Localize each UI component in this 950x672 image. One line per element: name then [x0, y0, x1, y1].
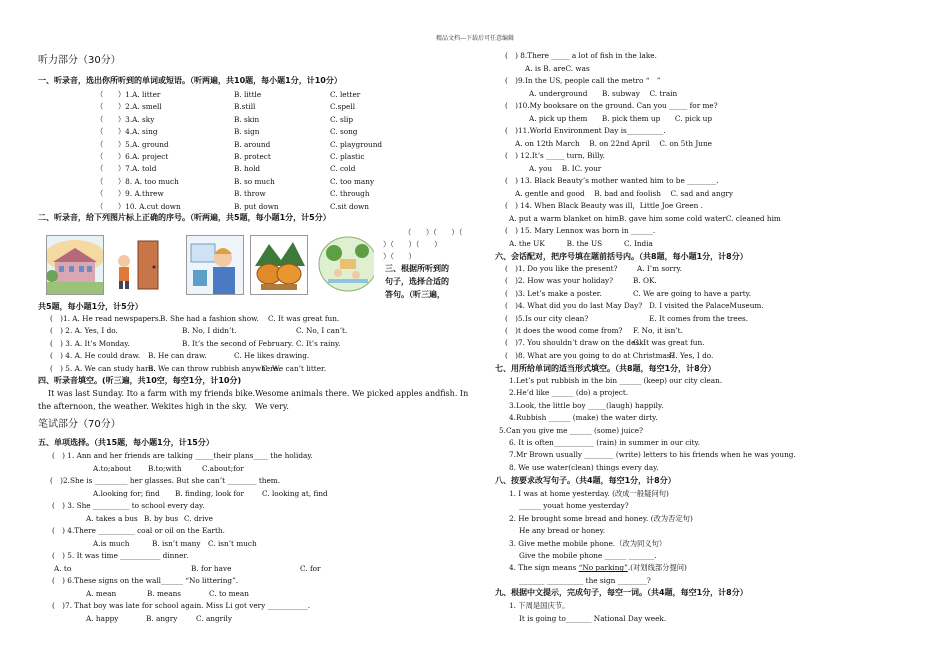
question-1-3-option-1: B. skin — [234, 114, 260, 124]
question-7-3: 3.Look, the little boy _____(laugh) happily. — [509, 400, 664, 410]
question-5-13-stem: ( ) 13. Black Beauty’s mother wanted him to be ________. — [505, 176, 719, 185]
question-5-3-stem: ( ) 3. She __________ to school every day. — [52, 501, 205, 510]
question-9-1-prompt: 1. 下周是国庆节。 — [509, 601, 570, 610]
question-5-4-option-d: C. isn’t much — [208, 539, 257, 548]
section-4-heading: 四、听录音填空。(听三遍，共10空，每空1分，计10分) — [38, 376, 242, 385]
section-4-paragraph-line-1: It was last Sunday. Ito a farm with my friends bike.Wesome animals there. We picked apples andfish. In — [48, 389, 469, 398]
question-5-2-stem: ( )2.She is _________ her glasses. But she can’t ________ them. — [50, 476, 281, 485]
question-8-line-4: He any bread or honey. — [519, 526, 606, 536]
question-5-6-stem: ( ) 6.These signs on the wall______ “No littering”. — [52, 576, 239, 585]
question-5-4-stem: ( ) 4.There __________ coal or oil on the Earth. — [52, 526, 225, 535]
question-3-4-option-1: B. He can draw. — [148, 351, 207, 361]
question-5-8-options: A. is B. areC. was — [525, 63, 590, 73]
question-1-5-option-0: （ ）5.A. ground — [96, 139, 169, 149]
question-5-6-option-b: A. mean — [86, 589, 117, 598]
question-8-line-1: 1. I was at home yesterday. (改成一般疑问句) — [509, 489, 669, 498]
question-5-4-option-b: A.is much — [93, 539, 130, 548]
question-7-7: 7.Mr Brown usually ________ (write) letters to his friends when he was young. — [509, 450, 796, 460]
question-3-3-option-2: C. It’s rainy. — [296, 338, 341, 348]
question-7-4: 4.Rubbish ______ (make) the water dirty. — [509, 413, 658, 423]
question-6-8-answer: H. Yes, I do. — [669, 350, 714, 360]
picture-boy-at-door — [110, 235, 166, 293]
section-2-heading: 二、听录音，给下列图片标上正确的序号。（听两遍，共5题，每小题1分，计5分） — [38, 213, 331, 222]
question-1-8-option-1: B. so much — [234, 176, 275, 186]
question-3-4-option-0: ( ) 4. A. He could draw. — [50, 351, 141, 361]
question-5-15-stem: ( ) 15. Mary Lennox was born in ______. — [505, 226, 656, 235]
question-7-5: 5.Can you give me ______ (some) juice? — [499, 425, 643, 435]
question-7-1: 1.Let’s put rubbish in the bin ______ (keep) our city clean. — [509, 376, 723, 385]
question-5-1-option-c: B.to;with — [148, 464, 182, 473]
question-1-1-option-2: C. letter — [330, 90, 361, 99]
question-5-11-stem: ( )11.World Environment Day is__________. — [505, 126, 666, 135]
section-9-heading: 九、根据中文提示，完成句子，每空一词。（共4题，每空1分，计8分） — [495, 588, 748, 597]
question-8-line-7: 4. The sign means “No parking”.(对划线部分提问) — [509, 563, 687, 573]
section-7-heading: 七、用所给单词的适当形式填空。（共8题，每空1分，计8分） — [495, 364, 716, 373]
section-3-heading-line-2: 句子，选择合适的 — [385, 277, 449, 286]
question-8-line-8: _______ __________ the sign ________? — [519, 575, 651, 585]
question-5-6-option-d: C. to mean — [209, 589, 249, 598]
question-5-6-option-c: B. means — [147, 589, 182, 598]
question-5-7-option-b: A. happy — [86, 614, 119, 623]
question-8-line-2: ______ youat home yesterday? — [519, 501, 629, 511]
section-3-heading-line-3: 答句。（听三遍， — [385, 290, 445, 299]
question-5-2-option-c: B. finding, look for — [175, 489, 245, 498]
question-5-7-stem: ( )7. That boy was late for school again. Miss Li got very ___________. — [52, 601, 311, 610]
question-1-4-option-2: C. song — [330, 127, 358, 137]
question-5-15-options: A. the UK B. the US C. India — [509, 238, 653, 248]
question-6-2-question: ( )2. How was your holiday? — [505, 276, 614, 286]
question-1-7-option-1: B. hold — [234, 164, 261, 174]
question-3-1-option-1: B. She had a fashion show. — [160, 314, 259, 323]
question-6-7-answer: G. It was great fun. — [633, 338, 705, 348]
question-3-5-option-2: C. We can’t litter. — [262, 363, 327, 373]
question-5-4-option-c: B. isn’t many — [152, 539, 201, 548]
picture-paren-row-3: ）（ ） — [383, 252, 416, 261]
question-1-3-option-2: C. slip — [330, 114, 354, 124]
page-header: 精品文档---下载后可任意编辑 — [435, 35, 515, 42]
question-5-9-stem: ( )9.In the US, people call the metro “ ” — [505, 76, 661, 85]
section-5-heading: 五、单项选择。（共15题，每小题1分，计15分） — [38, 438, 214, 447]
question-5-7-option-d: C. angrily — [196, 614, 232, 623]
question-8-line-3: 2. He brought some bread and honey. (改为否定句) — [509, 513, 693, 523]
question-5-3-option-d: C. drive — [184, 514, 213, 523]
question-5-5-option-c: B. for have — [191, 564, 232, 573]
question-5-2-option-d: C. looking at, find — [262, 489, 328, 498]
picture-person-talking — [186, 235, 244, 295]
question-6-6-answer: F. No, it isn’t. — [633, 326, 683, 335]
question-3-2-option-1: B. No, I didn’t. — [182, 326, 237, 336]
question-3-1-option-0: ( )1. A. He read newspapers. — [50, 314, 161, 323]
question-5-11-options: A. on 12th March B. on 22nd April C. on 5th June — [515, 138, 712, 148]
question-1-8-option-2: C. too many — [330, 176, 375, 186]
question-5-5-stem: ( ) 5. It was time ___________ dinner. — [52, 551, 189, 560]
question-1-5-option-2: C. playground — [330, 139, 383, 149]
section-8-heading: 八、按要求改写句子。（共4题，每空1分，计8分） — [495, 476, 676, 485]
question-6-8-question: ( )8. What are you going to do at Christmas? — [505, 350, 675, 360]
question-3-3-option-0: ( ) 3. A. It’s Monday. — [50, 338, 130, 348]
question-1-4-option-1: B. sign — [234, 127, 260, 137]
question-1-10-option-0: （ ）10. A.cut down — [96, 201, 181, 211]
question-5-1-stem: ( ) 1. Ann and her friends are talking _____their plans____ the holiday. — [52, 451, 313, 460]
question-6-1-answer: A. I’m sorry. — [637, 264, 682, 273]
question-7-6: 6. It is often___________ (rain) in summer in our city. — [509, 438, 701, 447]
question-3-1-option-2: C. It was great fun. — [268, 314, 340, 323]
question-3-5-option-0: ( ) 5. A. We can study hard. — [50, 363, 156, 373]
question-6-4-answer: D. I visited the PalaceMuseum. — [649, 301, 764, 311]
question-1-9-option-0: （ ）9. A.threw — [96, 189, 164, 199]
question-5-5-option-d: C. for — [300, 564, 321, 573]
question-5-7-option-c: B. angry — [146, 614, 178, 623]
section-3-heading-line-1: 三、根据所听到的 — [385, 264, 449, 273]
question-5-14-options: A. put a warm blanket on himB. gave him some cold waterC. cleaned him — [509, 213, 781, 223]
question-6-2-answer: B. OK. — [633, 276, 657, 286]
question-3-2-option-0: ( ) 2. A. Yes, I do. — [50, 326, 118, 336]
picture-park-scene — [318, 235, 374, 293]
picture-paren-row-2: ）（ ）（ ） — [383, 240, 442, 249]
question-6-5-question: ( )5.Is our city clean? — [505, 313, 589, 323]
writing-title: 笔试部分（70分） — [38, 419, 121, 430]
question-1-10-option-1: B. put down — [234, 201, 279, 211]
question-1-1-option-0: （ ）1.A. litter — [96, 90, 161, 99]
question-1-4-option-0: （ ）4.A. sing — [96, 127, 158, 137]
question-5-2-option-b: A.looking for; find — [93, 489, 160, 498]
question-6-1-question: ( )1. Do you like the present? — [505, 264, 618, 273]
question-8-line-6: Give the mobile phone ______ _______. — [519, 551, 657, 560]
question-1-6-option-2: C. plastic — [330, 152, 365, 161]
question-5-3-option-c: B. by bus — [144, 514, 179, 523]
question-3-5-option-1: B. We can throw rubbish anywhere. — [148, 363, 281, 373]
question-3-3-option-1: B. It’s the second of February. — [182, 338, 294, 348]
listening-title: 听力部分（30分） — [38, 55, 121, 66]
question-6-7-question: ( )7. You shouldn’t draw on the desk. — [505, 338, 646, 348]
question-3-4-option-2: C. He likes drawing. — [234, 351, 310, 361]
question-9-1-sentence: It is going to_______ National Day week. — [519, 614, 667, 623]
section-4-paragraph-line-2: the afternoon, the weather. Wekites high in the sky. We very. — [38, 402, 289, 411]
question-5-3-option-b: A. takes a bus — [86, 514, 138, 523]
question-5-10-stem: ( )10.My booksare on the ground. Can you _____ for me? — [505, 101, 718, 110]
question-1-2-option-2: C.spell — [330, 102, 356, 112]
question-6-5-answer: E. It comes from the trees. — [649, 313, 749, 323]
question-5-1-option-b: A.to;about — [93, 464, 132, 473]
question-5-12-options: A. you B. IC. your — [529, 163, 602, 173]
question-8-line-5: 3. Give methe mobile phone.（改为同义句） — [509, 538, 667, 548]
section-1-heading: 一、听录音，选出你所听到的单词或短语。（听两遍，共10题，每小题1分，计10分） — [38, 76, 342, 85]
question-6-3-question: ( )3. Let’s make a poster. — [505, 288, 602, 298]
question-1-7-option-2: C. cold — [330, 164, 356, 174]
question-1-2-option-1: B.still — [234, 102, 256, 112]
question-6-3-answer: C. We are going to have a party. — [633, 288, 752, 298]
section-6-heading: 六、会话配对，把序号填在题前括号内。（共8题，每小题1分，计8分） — [495, 252, 748, 261]
question-3-2-option-2: C. No, I can’t. — [296, 326, 348, 336]
question-1-7-option-0: （ ）7.A. told — [96, 164, 157, 174]
question-1-9-option-2: C. through — [330, 189, 370, 199]
section-3-heading-line-4: 共5题，每小题1分，计5分） — [38, 302, 143, 311]
question-5-14-stem: ( ) 14. When Black Beauty was ill，Little Joe Green . — [505, 201, 703, 210]
question-7-8: 8. We use water(clean) things every day. — [509, 462, 659, 472]
question-5-1-option-d: C.about;for — [202, 464, 244, 473]
question-1-5-option-1: B. around — [234, 139, 271, 149]
question-1-6-option-0: （ ）6.A. project — [96, 152, 169, 161]
question-5-5-option-b: A. to — [54, 564, 72, 573]
question-5-8-stem: ( ) 8.There _____ a lot of fish in the lake. — [505, 51, 657, 60]
question-5-9-options: A. underground B. subway C. train — [529, 88, 678, 98]
question-1-2-option-0: （ ）2.A. smell — [96, 102, 162, 112]
question-1-8-option-0: （ ）8. A. too much — [96, 176, 179, 186]
question-5-13-options: A. gentle and good B. bad and foolish C. sad and angry — [515, 188, 733, 198]
question-1-9-option-1: B. throw — [234, 189, 266, 199]
picture-paren-row-1: （ ）（ ）（ — [404, 228, 463, 237]
question-1-1-option-1: B. little — [234, 90, 262, 99]
question-1-10-option-2: C.sit down — [330, 201, 369, 211]
question-5-10-options: A. pick up them B. pick them up C. pick up — [529, 113, 713, 123]
question-7-2: 2.He’d like ______ (do) a project. — [509, 388, 629, 398]
underlined-phrase: “No parking” — [578, 563, 628, 573]
question-6-6-question: ( )t does the wood come from? — [505, 326, 623, 335]
question-1-3-option-0: （ ）3.A. sky — [96, 114, 155, 124]
question-5-12-stem: ( ) 12.It’s _____ turn, Billy. — [505, 151, 605, 160]
question-1-6-option-1: B. protect — [234, 152, 271, 161]
picture-pumpkins — [250, 235, 308, 295]
picture-school-building — [46, 235, 104, 295]
question-6-4-question: ( )4. What did you do last May Day? — [505, 301, 643, 311]
